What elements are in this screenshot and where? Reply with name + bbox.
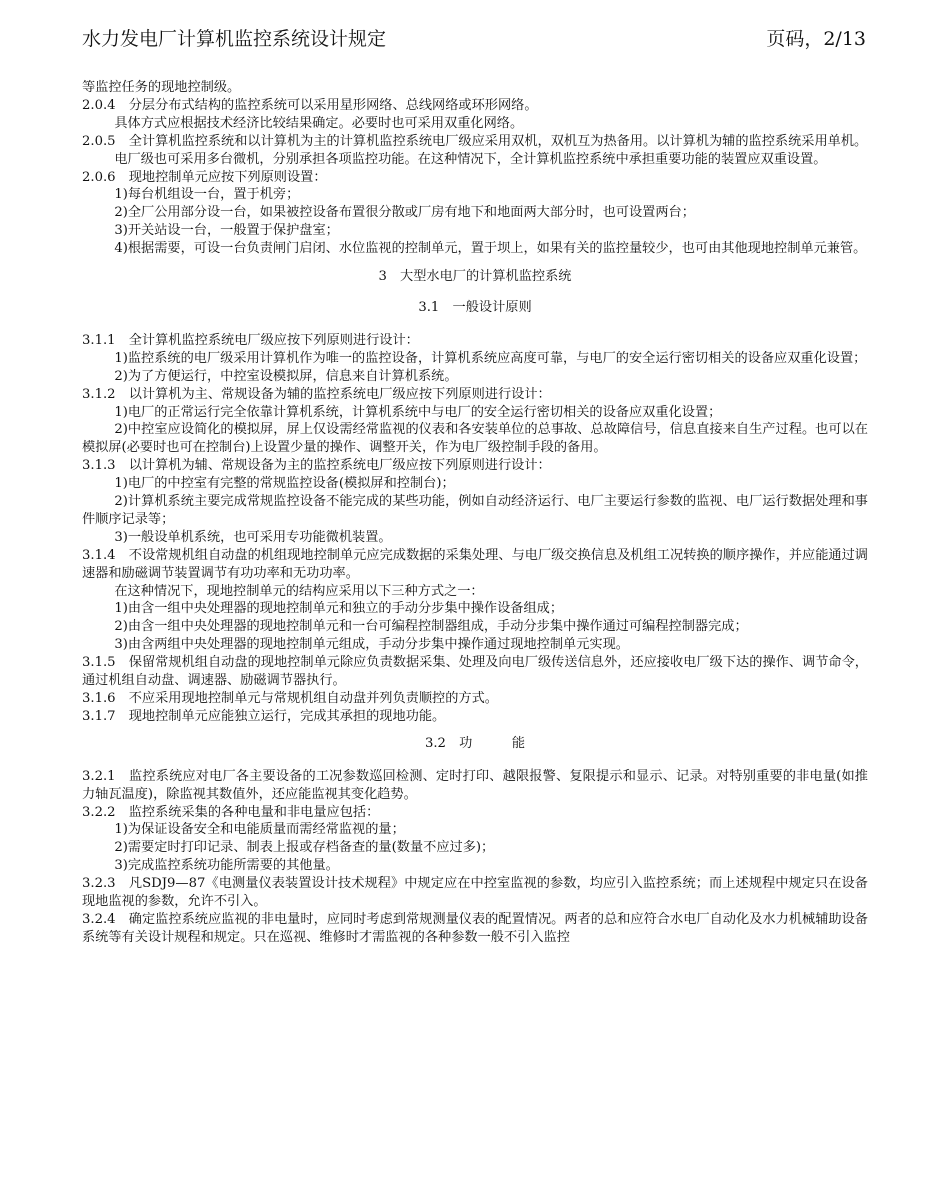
paragraph: 3.1.2 以计算机为主、常规设备为辅的监控系统电厂级应按下列原则进行设计： <box>82 386 551 402</box>
paragraph: 等监控任务的现地控制级。 <box>82 80 241 95</box>
paragraph: 1)每台机组设一台，置于机旁； <box>114 187 300 203</box>
paragraph: 2)由含一组中央处理器的现地控制单元和一台可编程控制器组成，手动分步集中操作通过可编程控制器完成； <box>114 619 748 635</box>
paragraph: 1)监控系统的电厂级采用计算机作为唯一的监控设备，计算机系统应高度可靠，与电厂的安全运行密切相关的设备应双重化设置； <box>114 350 867 366</box>
paragraph: 2.0.5 全计算机监控系统和以计算机为主的计算机监控系统电厂级应采用双机，双机互为热备用。以计算机为辅的监控系统采用单机。 <box>82 133 868 149</box>
paragraph: 2.0.4 分层分布式结构的监控系统可以采用星形网络、总线网络或环形网络。 <box>82 97 538 113</box>
paragraph: 电厂级也可采用多台微机，分别承担各项监控功能。在这种情况下，全计算机监控系统中承担重要功能的装置应双重设置。 <box>114 151 827 167</box>
page-number: 页码，2/13 <box>766 28 866 50</box>
paragraph: 1)电厂的中控室有完整的常规监控设备(模拟屏和控制台)； <box>114 476 455 492</box>
page-header <box>82 24 866 56</box>
paragraph: 具体方式应根据技术经济比较结果确定。必要时也可采用双重化网络。 <box>114 115 524 131</box>
document-body <box>82 79 868 947</box>
paragraph: 2.0.6 现地控制单元应按下列原则设置： <box>82 169 327 185</box>
paragraph: 3.2.3 凡SDJ9—87《电测量仪表装置设计技术规程》中规定应在中控室监视的参数，均应引入监控系统；而上述规程中规定只在设备现地监视的参数，允许不引入。 <box>82 876 868 910</box>
paragraph: 2)需要定时打印记录、制表上报或存档备查的量(数量不应过多)； <box>114 840 495 856</box>
paragraph: 2)中控室应设简化的模拟屏，屏上仅设需经常监视的仪表和各安装单位的总事故、总故障信号，信息直接来自生产过程。也可以在模拟屏(必要时也可在控制台)上设置少量的操作、调整开关，作为电厂级控制手段的备用。 <box>82 422 868 456</box>
paragraph: 3.1.4 不设常规机组自动盘的机组现地控制单元应完成数据的采集处理、与电厂级交换信息及机组工况转换的顺序操作，并应能通过调速器和励磁调节装置调节有功功率和无功功率。 <box>82 547 868 581</box>
paragraph: 2)全厂公用部分设一台，如果被控设备布置很分散或厂房有地下和地面两大部分时，也可设置两台； <box>114 205 695 221</box>
paragraph: 3)开关站设一台，一般置于保护盘室； <box>114 223 339 239</box>
paragraph: 在这种情况下，现地控制单元的结构应采用以下三种方式之一： <box>114 583 484 599</box>
paragraph: 3)由含两组中央处理器的现地控制单元组成，手动分步集中操作通过现地控制单元实现。 <box>114 637 629 653</box>
paragraph: 1)电厂的正常运行完全依靠计算机系统，计算机系统中与电厂的安全运行密切相关的设备应双重化设置； <box>114 404 722 420</box>
document-title: 水力发电厂计算机监控系统设计规定 <box>82 28 387 50</box>
paragraph: 3.1.1 全计算机监控系统电厂级应按下列原则进行设计： <box>82 332 419 348</box>
section-heading: 3.2 功 能 <box>424 735 526 751</box>
paragraph: 3.2.4 确定监控系统应监视的非电量时，应同时考虑到常规测量仪表的配置情况。两者的总和应符合水电厂自动化及水力机械辅助设备系统等有关设计规程和规定。只在巡视、维修时才需监视的各种参数一般不引入监控 <box>82 911 868 945</box>
paragraph: 1)由含一组中央处理器的现地控制单元和独立的手动分步集中操作设备组成； <box>114 601 564 617</box>
paragraph: 4)根据需要，可设一台负责闸门启闭、水位监视的控制单元，置于坝上，如果有关的监控量较少，也可由其他现地控制单元兼管。 <box>114 241 867 257</box>
paragraph: 2)计算机系统主要完成常规监控设备不能完成的某些功能，例如自动经济运行、电厂主要运行参数的监视、电厂运行数据处理和事件顺序记录等； <box>82 494 868 527</box>
paragraph: 3)一般设单机系统，也可采用专功能微机装置。 <box>114 529 392 545</box>
paragraph: 3)完成监控系统功能所需要的其他量。 <box>114 858 339 874</box>
paragraph: 1)为保证设备安全和电能质量而需经常监视的量； <box>114 822 405 838</box>
paragraph: 3.2.2 监控系统采集的各种电量和非电量应包括： <box>82 804 380 820</box>
paragraph: 3.1.5 保留常规机组自动盘的现地控制单元除应负责数据采集、处理及向电厂级传送信息外，还应接收电厂级下达的操作、调节命令，通过机组自动盘、调速器、励磁调节器执行。 <box>82 655 868 689</box>
paragraph: 2)为了方便运行，中控室设模拟屏，信息来自计算机系统。 <box>114 368 458 384</box>
section-heading: 3 大型水电厂的计算机监控系统 <box>378 269 572 285</box>
paragraph: 3.1.7 现地控制单元应能独立运行，完成其承担的现地功能。 <box>82 708 446 724</box>
section-heading: 3.1 一般设计原则 <box>418 299 532 315</box>
paragraph: 3.2.1 监控系统应对电厂各主要设备的工况参数巡回检测、定时打印、越限报警、复限提示和显示、记录。对特别重要的非电量(如推力轴瓦温度)，除监视其数值外，还应能监视其变化趋势。 <box>82 768 868 802</box>
paragraph: 3.1.6 不应采用现地控制单元与常规机组自动盘并列负责顺控的方式。 <box>82 691 498 706</box>
paragraph: 3.1.3 以计算机为辅、常规设备为主的监控系统电厂级应按下列原则进行设计： <box>82 458 551 474</box>
